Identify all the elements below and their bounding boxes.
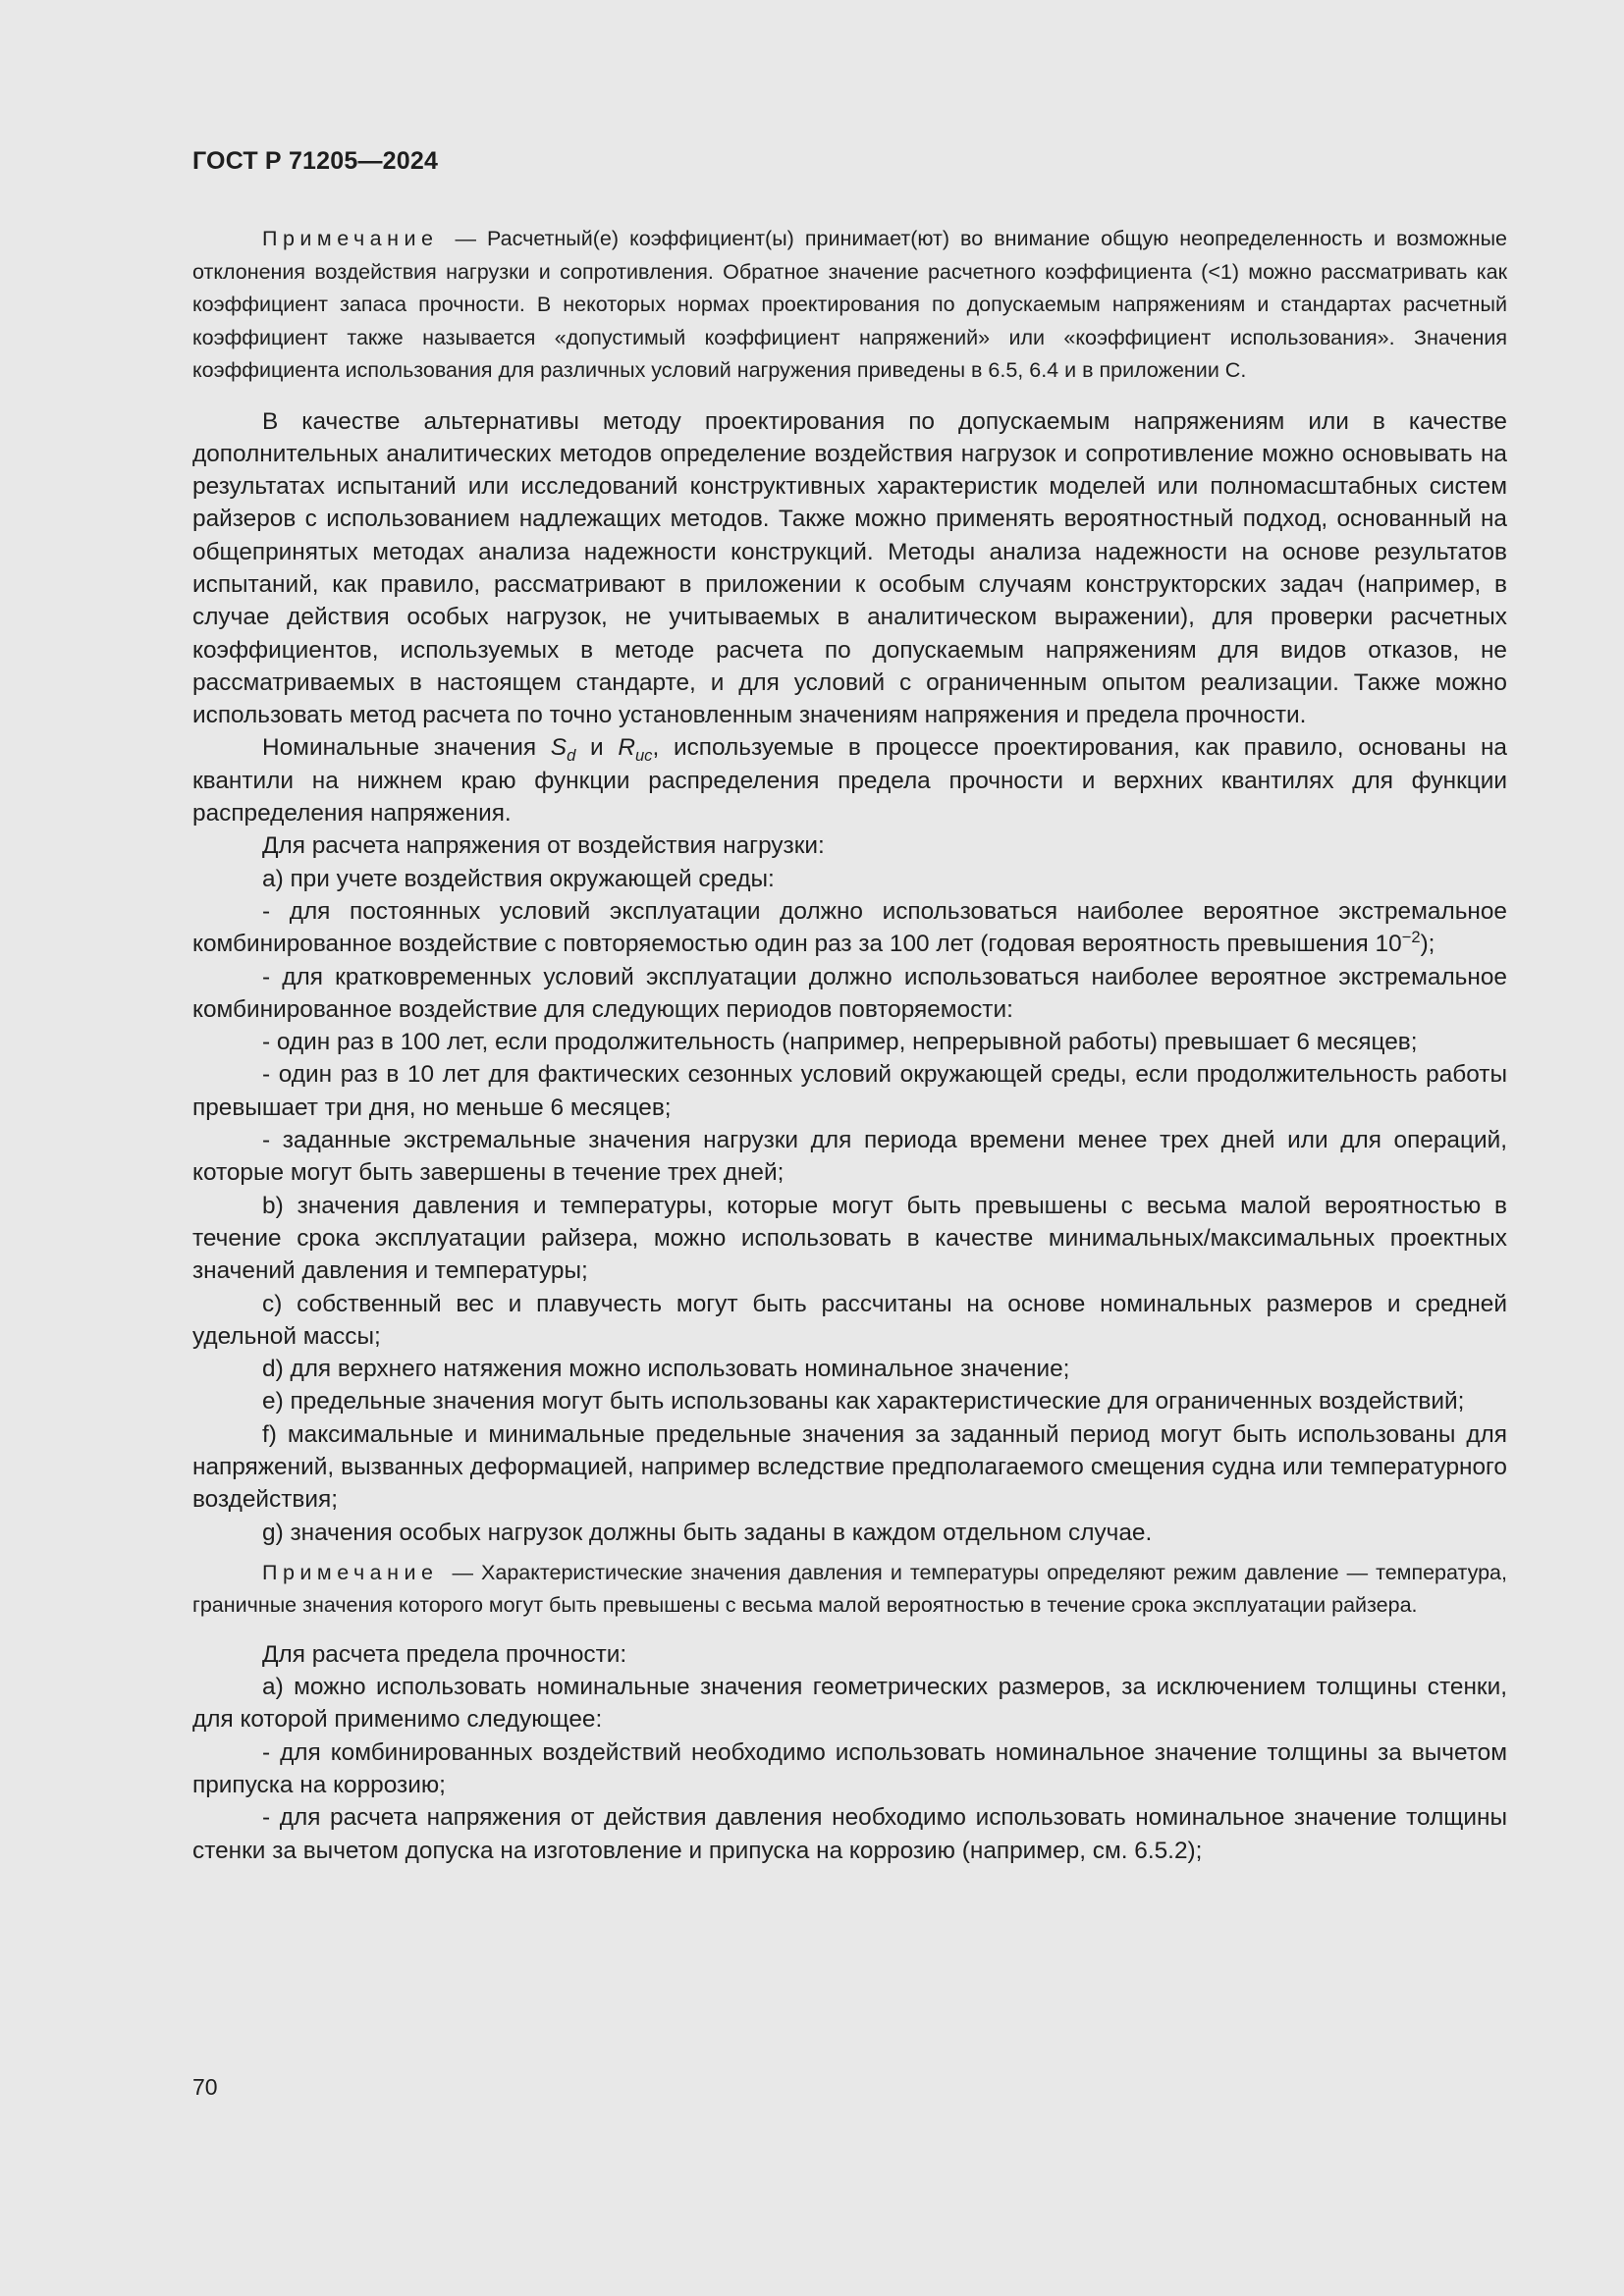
document-code-header: ГОСТ Р 71205—2024 bbox=[192, 147, 439, 175]
superscript: −2 bbox=[1401, 928, 1421, 947]
text-run: , используемые в процессе проектирования, как правило, основаны на квантили на нижнем краю функции распределения предела прочности и верхних квантилях для функции распределения напряжения. bbox=[192, 734, 1507, 828]
strength-item-a-1: - для комбинированных воздействий необходимо использовать номинальное значение толщины за вычетом припуска на коррозию; bbox=[192, 1738, 1507, 1799]
text-run: - для постоянных условий эксплуатации должно использоваться наиболее вероятное экстремальное комбинированное воздействие с повторяемостью один раз за 100 лет (годовая вероятность превышения 10 bbox=[192, 897, 1507, 958]
paragraph-nominal-values bbox=[192, 731, 1507, 829]
page-content bbox=[192, 223, 1507, 1867]
stress-item-a-2-3: - заданные экстремальные значения нагрузки для периода времени менее трех дней или для операций, которые могут быть завершены в течение трех дней; bbox=[192, 1127, 1507, 1187]
note-text: Характеристические значения давления и температуры определяют режим давление — температура, граничные значения которого могут быть превышены с весьма малой вероятностью в течение срока эксплуатации райзера. bbox=[192, 1560, 1507, 1618]
stress-item-b: b) значения давления и температуры, которые могут быть превышены с весьма малой вероятностью в течение срока эксплуатации райзера, можно использовать в качестве минимальных/максимальных проектных значений давления и температуры; bbox=[192, 1192, 1507, 1285]
stress-item-a-2: - для кратковременных условий эксплуатации должно использоваться наиболее вероятное экстремальное комбинированное воздействие для следующих периодов повторяемости: bbox=[192, 963, 1507, 1023]
stress-item-f: f) максимальные и минимальные предельные значения за заданный период могут быть использованы для напряжений, вызванных деформацией, например вследствие предполагаемого смещения судна или температурного воздействия; bbox=[192, 1420, 1507, 1514]
strength-item-a-2: - для расчета напряжения от действия давления необходимо использовать номинальное значение толщины стенки за вычетом допуска на изготовление и припуска на коррозию (например, см. 6.5.2); bbox=[192, 1804, 1507, 1864]
strength-item-a: а) можно использовать номинальные значения геометрических размеров, за исключением толщины стенки, для которой применимо следующее: bbox=[192, 1674, 1507, 1734]
note-2 bbox=[192, 1557, 1507, 1623]
note-1 bbox=[192, 223, 1507, 388]
note-dash: — bbox=[452, 1560, 473, 1584]
stress-item-e: e) предельные значения могут быть использованы как характеристические для ограниченных воздействий; bbox=[262, 1388, 1465, 1415]
stress-item-a-1 bbox=[192, 895, 1507, 961]
note-text: Расчетный(е) коэффициент(ы) принимает(ют) во внимание общую неопределенность и возможные отклонения воздействия нагрузки и сопротивления. Обратное значение расчетного коэффициента (<1) можно рассматривать как коэффициент запаса прочности. В некоторых нормах проектирования по допускаемым напряжениям и стандартах расчетный коэффициент также называется «допустимый коэффициент напряжений» или «коэффициент использования». Значения коэффициента использования для различных условий нагружения приведены в 6.5, 6.4 и в приложении C. bbox=[192, 227, 1507, 382]
symbol-ruc bbox=[618, 734, 653, 766]
stress-item-d: d) для верхнего натяжения можно использовать номинальное значение; bbox=[262, 1356, 1070, 1383]
symbol-base: S bbox=[550, 734, 568, 762]
page-number: 70 bbox=[192, 2074, 218, 2100]
text-run: Номинальные значения bbox=[262, 734, 551, 762]
note-label: Примечание bbox=[262, 227, 439, 250]
note-dash: — bbox=[455, 227, 476, 250]
stress-item-a-2-1: - один раз в 100 лет, если продолжительность (например, непрерывной работы) превышает 6 месяцев; bbox=[262, 1029, 1418, 1056]
symbol-subscript: d bbox=[567, 746, 576, 766]
symbol-sd bbox=[550, 734, 576, 766]
text-run: и bbox=[575, 734, 619, 762]
stress-item-g: g) значения особых нагрузок должны быть заданы в каждом отдельном случае. bbox=[262, 1519, 1153, 1546]
stress-item-a: а) при учете воздействия окружающей среды: bbox=[262, 865, 775, 892]
paragraph-alternative-methods: В качестве альтернативы методу проектирования по допускаемым напряжениям или в качестве дополнительных аналитических методов определение воздействия нагрузок и сопротивление можно основывать на результатах испытаний или исследований конструктивных характеристик моделей или полномасштабных систем райзеров с использованием надлежащих методов. Также можно применять вероятностный подход, основанный на общепринятых методах анализа надежности конструкций. Методы анализа надежности на основе результатов испытаний, как правило, рассматривают в приложении к особым случаям конструкторских задач (например, в случае действия особых нагрузок, не учитываемых в аналитическом выражении), для проверки расчетных коэффициентов, используемых в методе расчета по допускаемым напряжениям для видов отказов, не рассматриваемых в настоящем стандарте, и для условий с ограниченным опытом реализации. Также можно использовать метод расчета по точно установленным значениям напряжения и предела прочности. bbox=[192, 407, 1507, 729]
symbol-subscript: uc bbox=[634, 746, 653, 766]
stress-item-a-2-2: - один раз в 10 лет для фактических сезонных условий окружающей среды, если продолжительность работы превышает три дня, но меньше 6 месяцев; bbox=[192, 1061, 1507, 1121]
note-label: Примечание bbox=[262, 1560, 439, 1584]
symbol-base: R bbox=[618, 734, 635, 762]
stress-item-c: c) собственный вес и плавучесть могут быть рассчитаны на основе номинальных размеров и средней удельной массы; bbox=[192, 1290, 1507, 1350]
text-run: ); bbox=[1420, 931, 1435, 958]
strength-list-intro: Для расчета предела прочности: bbox=[262, 1640, 627, 1668]
stress-list-intro: Для расчета напряжения от воздействия нагрузки: bbox=[262, 832, 825, 860]
